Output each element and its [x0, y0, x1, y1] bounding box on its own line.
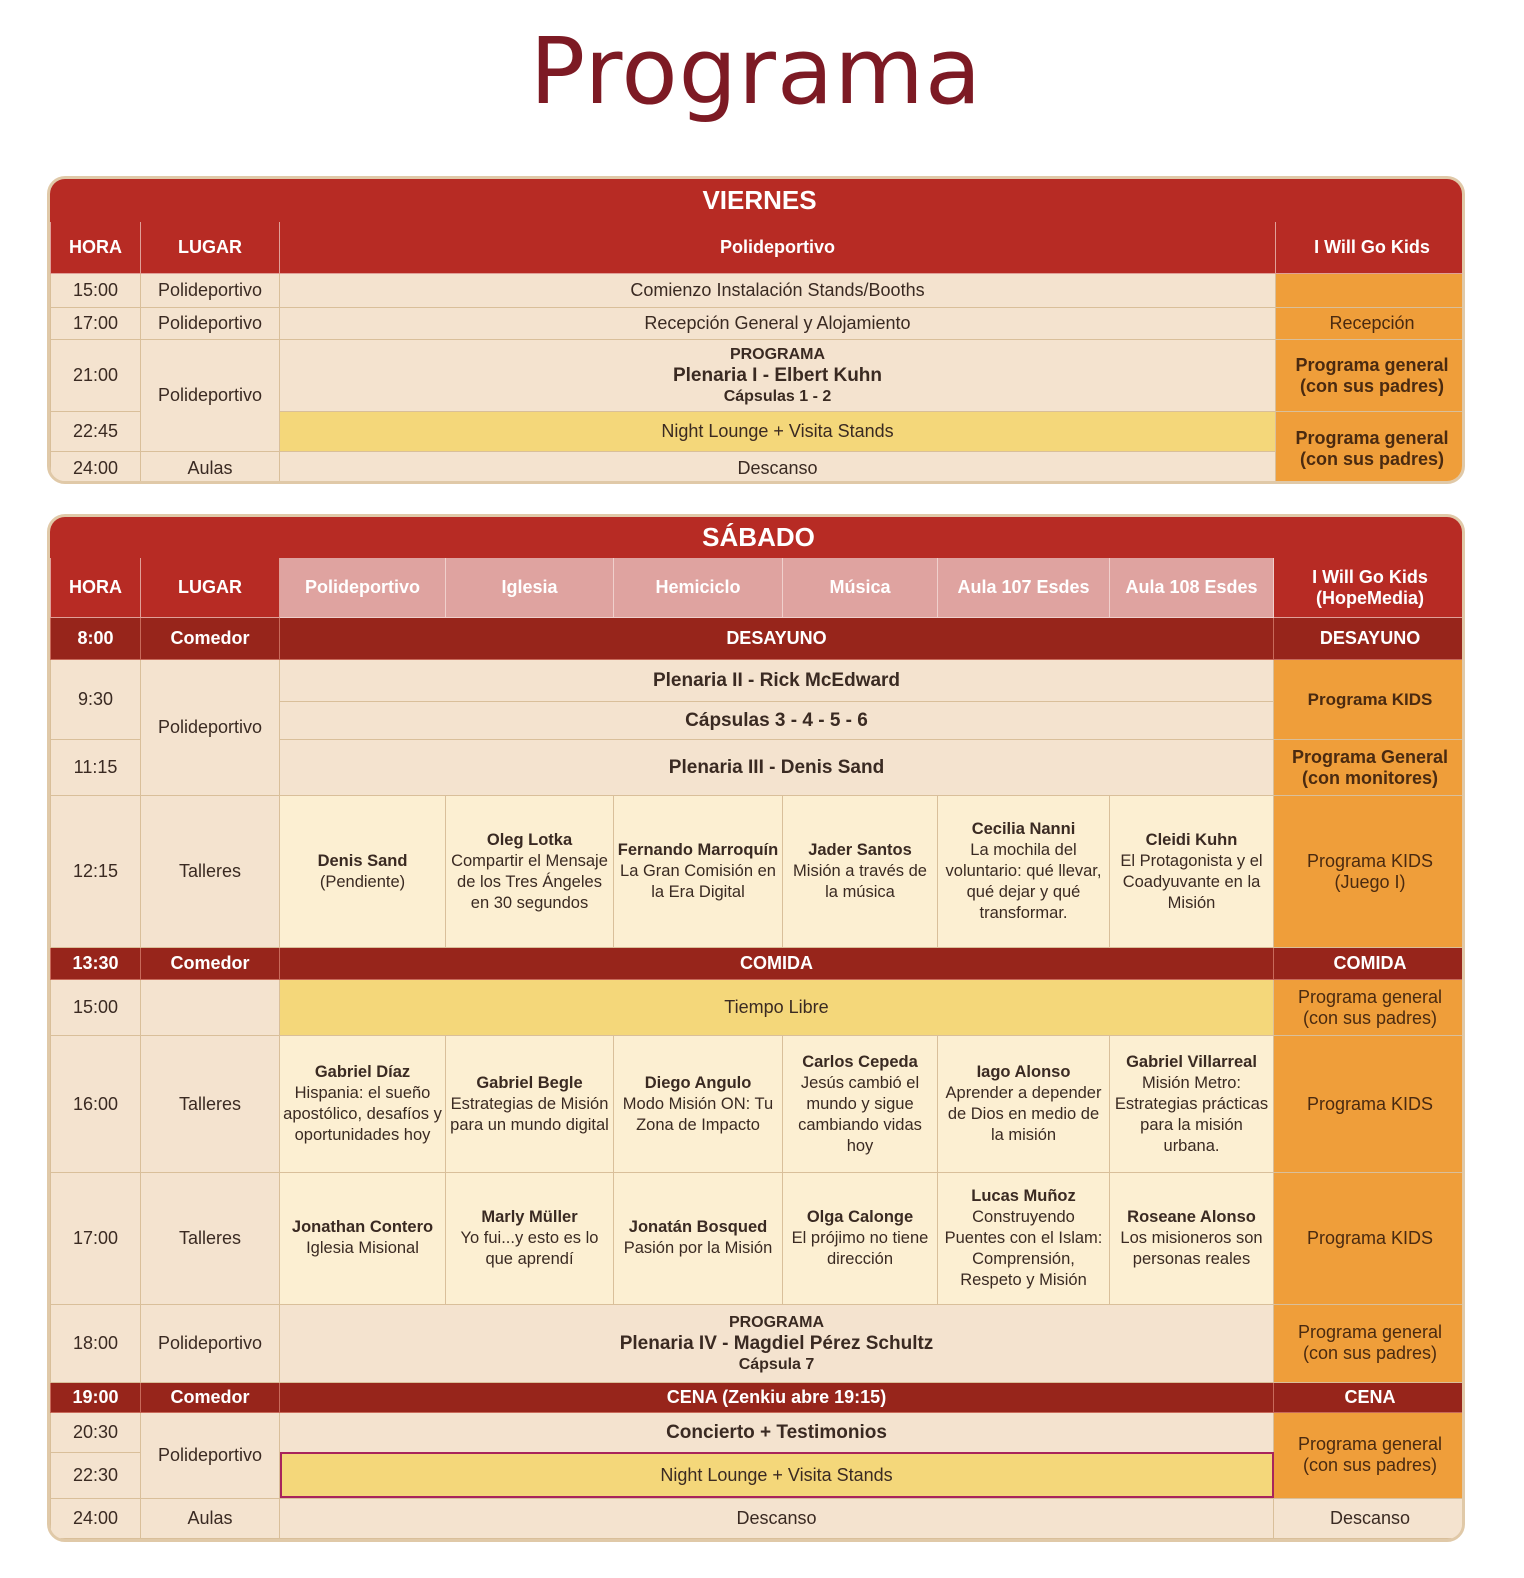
workshop-cell: [280, 796, 446, 948]
speaker-name: Oleg Lotka: [486, 830, 573, 849]
kids-line: Programa general: [1295, 354, 1449, 375]
speaker-name: Gabriel Díaz: [314, 1063, 411, 1081]
day-title: SÁBADO: [51, 518, 1466, 558]
kids-header-line: (HopeMedia): [1316, 587, 1425, 608]
kids-cell: [1274, 1304, 1466, 1382]
place-cell: Aulas: [141, 452, 280, 485]
workshop-topic: Yo fui...y esto es lo que aprendí: [460, 1228, 599, 1268]
plenary-cell: [280, 340, 1276, 412]
kids-cell: [1274, 796, 1466, 948]
kids-line: (con sus padres): [1302, 1343, 1438, 1364]
kids-line: (con sus padres): [1302, 1455, 1438, 1476]
kids-cell: CENA: [1274, 1382, 1466, 1412]
workshop-cell: [783, 1036, 938, 1172]
speaker-name: Diego Angulo: [644, 1073, 752, 1092]
workshop-topic: Jesús cambió el mundo y sigue cambiando vidas hoy: [798, 1073, 922, 1155]
kids-cell: Recepción: [1276, 308, 1466, 340]
column-header-room: Iglesia: [446, 558, 614, 618]
time-cell: 22:30: [51, 1452, 141, 1498]
kids-line: (con sus padres): [1302, 1007, 1438, 1028]
place-cell: Polideportivo: [141, 340, 280, 452]
speaker-name: Gabriel Begle: [476, 1073, 583, 1092]
capsules-label: Cápsulas 3 - 4 - 5 - 6: [280, 702, 1274, 740]
speaker-name: Cleidi Kuhn: [1145, 830, 1238, 849]
capsules-label: Cápsula 7: [738, 1355, 815, 1373]
time-cell: 18:00: [51, 1304, 141, 1382]
kids-cell: [1274, 980, 1466, 1036]
speaker-name: Roseane Alonso: [1127, 1207, 1256, 1226]
program-label: PROGRAMA: [729, 346, 826, 363]
plenary-title: Plenaria III - Denis Sand: [280, 740, 1274, 796]
workshop-topic: El prójimo no tiene dirección: [791, 1228, 929, 1268]
table-row: [51, 308, 1466, 340]
table-row: [51, 660, 1466, 702]
workshop-topic: (Pendiente): [319, 872, 406, 891]
kids-line: Programa general: [1297, 986, 1443, 1007]
time-cell: 13:30: [51, 948, 141, 980]
time-cell: 20:30: [51, 1412, 141, 1452]
workshop-topic: Estrategias de Misión para un mundo digital: [450, 1094, 609, 1134]
time-cell: 17:00: [51, 308, 141, 340]
column-header-room: Aula 108 Esdes: [1110, 558, 1274, 618]
place-cell: Talleres: [141, 796, 280, 948]
time-cell: 22:45: [51, 412, 141, 452]
place-cell: Talleres: [141, 1172, 280, 1304]
workshop-cell: [938, 1172, 1110, 1304]
kids-line: Programa general: [1297, 1434, 1443, 1455]
time-cell: 24:00: [51, 452, 141, 485]
speaker-name: Carlos Cepeda: [802, 1052, 918, 1071]
table-row: [51, 1412, 1466, 1452]
column-header-room: Hemiciclo: [614, 558, 783, 618]
workshop-cell: [1110, 1036, 1274, 1172]
workshop-topic: Aprender a depender de Dios en medio de la misión: [945, 1084, 1102, 1144]
workshop-cell: [280, 1172, 446, 1304]
kids-line: (con monitores): [1302, 767, 1439, 788]
saturday-schedule: [47, 514, 1465, 1542]
time-cell: 9:30: [51, 660, 141, 740]
kids-line: (Juego I): [1334, 871, 1406, 892]
workshop-topic: El Protagonista y el Coadyuvante en la Misión: [1120, 851, 1263, 912]
column-header-room: Polideportivo: [280, 558, 446, 618]
workshop-cell: [938, 796, 1110, 948]
workshop-row: [51, 1172, 1466, 1304]
kids-cell: [1276, 274, 1466, 308]
table-row: [51, 452, 1466, 485]
place-cell: Polideportivo: [141, 660, 280, 796]
speaker-name: Cecilia Nanni: [971, 820, 1076, 839]
speaker-name: Lucas Muñoz: [971, 1186, 1076, 1205]
workshop-topic: Misión Metro: Estrategias prácticas para la misión urbana.: [1114, 1073, 1269, 1155]
page-title: Programa: [529, 18, 983, 125]
workshop-cell: [280, 1036, 446, 1172]
column-header-lugar: LUGAR: [141, 222, 280, 274]
workshop-topic: Compartir el Mensaje de los Tres Ángeles en 30 segundos: [451, 851, 608, 912]
activity-cell: Comienzo Instalación Stands/Booths: [280, 274, 1276, 308]
kids-cell: Programa KIDS: [1274, 660, 1466, 740]
activity-cell: Concierto + Testimonios: [280, 1412, 1274, 1452]
friday-schedule: [47, 176, 1465, 484]
time-cell: 15:00: [51, 980, 141, 1036]
activity-cell: Descanso: [280, 452, 1276, 485]
day-title: VIERNES: [51, 180, 1466, 222]
activity-cell: Night Lounge + Visita Stands: [280, 1452, 1274, 1498]
time-cell: 16:00: [51, 1036, 141, 1172]
column-header-main: Polideportivo: [280, 222, 1276, 274]
workshop-topic: Los misioneros son personas reales: [1120, 1228, 1263, 1268]
activity-cell: Descanso: [280, 1498, 1274, 1538]
place-cell: Polideportivo: [141, 274, 280, 308]
program-label: PROGRAMA: [728, 1313, 825, 1331]
speaker-name: Olga Calonge: [806, 1207, 914, 1226]
kids-cell: [1274, 740, 1466, 796]
column-header-room: Música: [783, 558, 938, 618]
workshop-cell: [783, 1172, 938, 1304]
workshop-cell: [938, 1036, 1110, 1172]
place-cell: Comedor: [141, 618, 280, 660]
speaker-name: Jonatán Bosqued: [628, 1218, 768, 1237]
speaker-name: Denis Sand: [317, 851, 408, 870]
kids-line: Programa general: [1297, 1322, 1443, 1343]
plenary-cell: [280, 1304, 1274, 1382]
workshop-topic: Construyendo Puentes con el Islam: Comprensión, Respeto y Misión: [944, 1207, 1103, 1289]
workshop-cell: [446, 1172, 614, 1304]
time-cell: 15:00: [51, 274, 141, 308]
workshop-topic: Hispania: el sueño apostólico, desafíos y oportunidades hoy: [283, 1084, 442, 1144]
kids-cell: [1276, 412, 1466, 485]
place-cell: Comedor: [141, 948, 280, 980]
speaker-name: Marly Müller: [481, 1207, 578, 1226]
speaker-name: Fernando Marroquín: [617, 841, 779, 860]
workshop-cell: [1110, 1172, 1274, 1304]
column-header-lugar: LUGAR: [141, 558, 280, 618]
place-cell: Comedor: [141, 1382, 280, 1412]
workshop-cell: [614, 1172, 783, 1304]
time-cell: 8:00: [51, 618, 141, 660]
workshop-topic: Iglesia Misional: [306, 1239, 419, 1258]
kids-line: Programa General: [1291, 746, 1449, 767]
activity-cell: Night Lounge + Visita Stands: [280, 412, 1276, 452]
column-header-kids: [1274, 558, 1466, 618]
column-header-kids: I Will Go Kids: [1276, 222, 1466, 274]
time-cell: 11:15: [51, 740, 141, 796]
workshop-topic: La mochila del voluntario: qué llevar, qué dejar y qué transformar.: [945, 841, 1102, 923]
kids-cell: Descanso: [1274, 1498, 1466, 1538]
table-row: [51, 274, 1466, 308]
time-cell: 12:15: [51, 796, 141, 948]
kids-line: (con sus padres): [1299, 375, 1445, 396]
time-cell: 17:00: [51, 1172, 141, 1304]
kids-line: (con sus padres): [1299, 448, 1445, 469]
meal-label: CENA (Zenkiu abre 19:15): [280, 1382, 1274, 1412]
workshop-cell: [446, 1036, 614, 1172]
workshop-topic: Pasión por la Misión: [623, 1239, 773, 1258]
kids-cell: [1274, 1412, 1466, 1498]
kids-line: Programa general: [1295, 427, 1449, 448]
place-cell: Talleres: [141, 1036, 280, 1172]
place-cell: [141, 980, 280, 1036]
workshop-cell: [1110, 796, 1274, 948]
plenary-title: Plenaria II - Rick McEdward: [280, 660, 1274, 702]
meal-label: COMIDA: [280, 948, 1274, 980]
place-cell: Polideportivo: [141, 308, 280, 340]
kids-header-line: I Will Go Kids: [1312, 566, 1428, 587]
table-row: [51, 340, 1466, 412]
workshop-topic: Misión a través de la música: [793, 862, 927, 902]
kids-line: Programa KIDS: [1306, 850, 1434, 871]
time-cell: 24:00: [51, 1498, 141, 1538]
time-cell: 19:00: [51, 1382, 141, 1412]
meal-row: [51, 1382, 1466, 1412]
kids-cell: Programa KIDS: [1274, 1036, 1466, 1172]
workshop-cell: [614, 1036, 783, 1172]
kids-cell: Programa KIDS: [1274, 1172, 1466, 1304]
kids-cell: [1276, 340, 1466, 412]
time-cell: 21:00: [51, 340, 141, 412]
meal-row: [51, 618, 1466, 660]
meal-row: [51, 948, 1466, 980]
workshop-topic: Modo Misión ON: Tu Zona de Impacto: [622, 1094, 774, 1134]
workshop-row: [51, 1036, 1466, 1172]
workshop-topic: La Gran Comisión en la Era Digital: [620, 862, 776, 902]
speaker-name: Jonathan Contero: [291, 1218, 434, 1237]
activity-cell: Tiempo Libre: [280, 980, 1274, 1036]
place-cell: Polideportivo: [141, 1412, 280, 1498]
kids-cell: COMIDA: [1274, 948, 1466, 980]
activity-cell: Recepción General y Alojamiento: [280, 308, 1276, 340]
workshop-cell: [783, 796, 938, 948]
table-row: [51, 1304, 1466, 1382]
column-header-room: Aula 107 Esdes: [938, 558, 1110, 618]
plenary-title: Plenaria IV - Magdiel Pérez Schultz: [619, 1332, 934, 1354]
speaker-name: Jader Santos: [808, 841, 912, 860]
place-cell: Polideportivo: [141, 1304, 280, 1382]
meal-label: DESAYUNO: [280, 618, 1274, 660]
speaker-name: Iago Alonso: [976, 1063, 1071, 1081]
plenary-title: Plenaria I - Elbert Kuhn: [672, 365, 883, 386]
workshop-cell: [614, 796, 783, 948]
table-row: [51, 980, 1466, 1036]
column-header-hora: HORA: [51, 558, 141, 618]
column-header-hora: HORA: [51, 222, 141, 274]
speaker-name: Gabriel Villarreal: [1126, 1052, 1257, 1071]
place-cell: Aulas: [141, 1498, 280, 1538]
kids-cell: DESAYUNO: [1274, 618, 1466, 660]
table-row: [51, 1498, 1466, 1538]
workshop-cell: [446, 796, 614, 948]
workshop-row: [51, 796, 1466, 948]
capsules-label: Cápsulas 1 - 2: [723, 388, 832, 405]
